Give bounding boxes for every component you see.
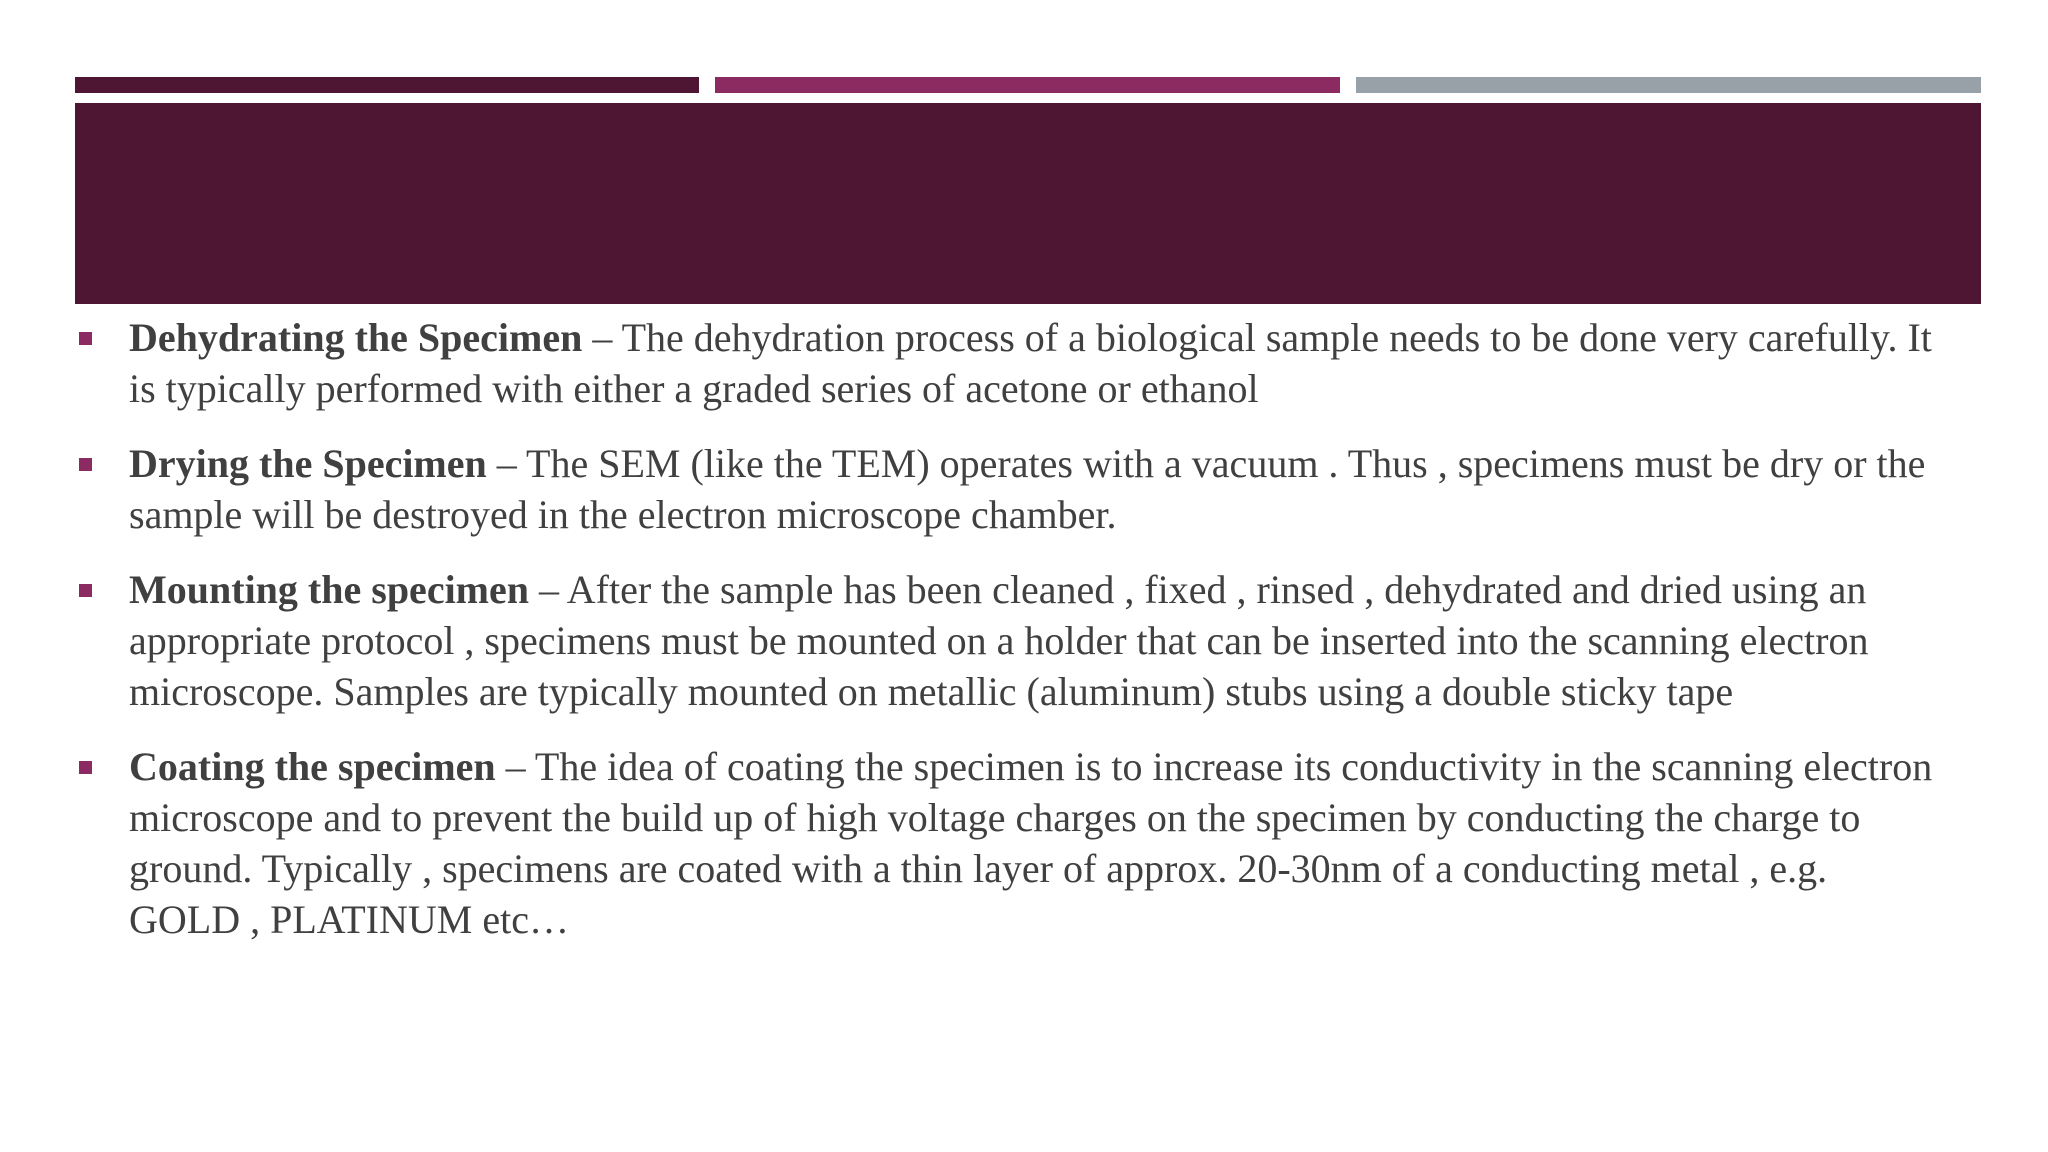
bullet-text: – The SEM (like the TEM) operates with a vacuum . Thus , specimens must be dry or the sample will be destroyed in the electron microscope chamber. <box>129 441 1926 537</box>
bullet-term: Dehydrating the Specimen <box>129 315 583 360</box>
title-band <box>75 103 1981 304</box>
header-stripe-gray <box>1356 77 1981 93</box>
bullet-item-dehydrating <box>76 312 1936 414</box>
bullet-term: Drying the Specimen <box>129 441 487 486</box>
bullet-term: Mounting the specimen <box>129 567 529 612</box>
bullet-text: – The idea of coating the specimen is to increase its conductivity in the scanning electron microscope and to prevent the build up of high voltage charges on the specimen by conducting the charge to ground. Typically , specimens are coated with a thin layer of approx. 20-30nm of a conducting metal , e.g. GOLD , PLATINUM etc… <box>129 744 1933 942</box>
bullet-text: – The dehydration process of a biological sample needs to be done very carefully. It is typically performed with either a graded series of acetone or ethanol <box>129 315 1932 411</box>
square-bullet-icon <box>79 458 92 471</box>
header-stripe-magenta <box>715 77 1340 93</box>
bullet-term: Coating the specimen <box>129 744 496 789</box>
bullet-list <box>76 312 1936 969</box>
bullet-item-mounting <box>76 564 1936 717</box>
square-bullet-icon <box>79 761 92 774</box>
square-bullet-icon <box>79 584 92 597</box>
bullet-item-drying <box>76 438 1936 540</box>
bullet-item-coating <box>76 741 1936 945</box>
bullet-text: – After the sample has been cleaned , fixed , rinsed , dehydrated and dried using an appropriate protocol , specimens must be mounted on a holder that can be inserted into the scanning electron microscope. Samples are typically mounted on metallic (aluminum) stubs using a double sticky tape <box>129 567 1869 714</box>
square-bullet-icon <box>79 332 92 345</box>
header-stripe-dark <box>75 77 699 93</box>
